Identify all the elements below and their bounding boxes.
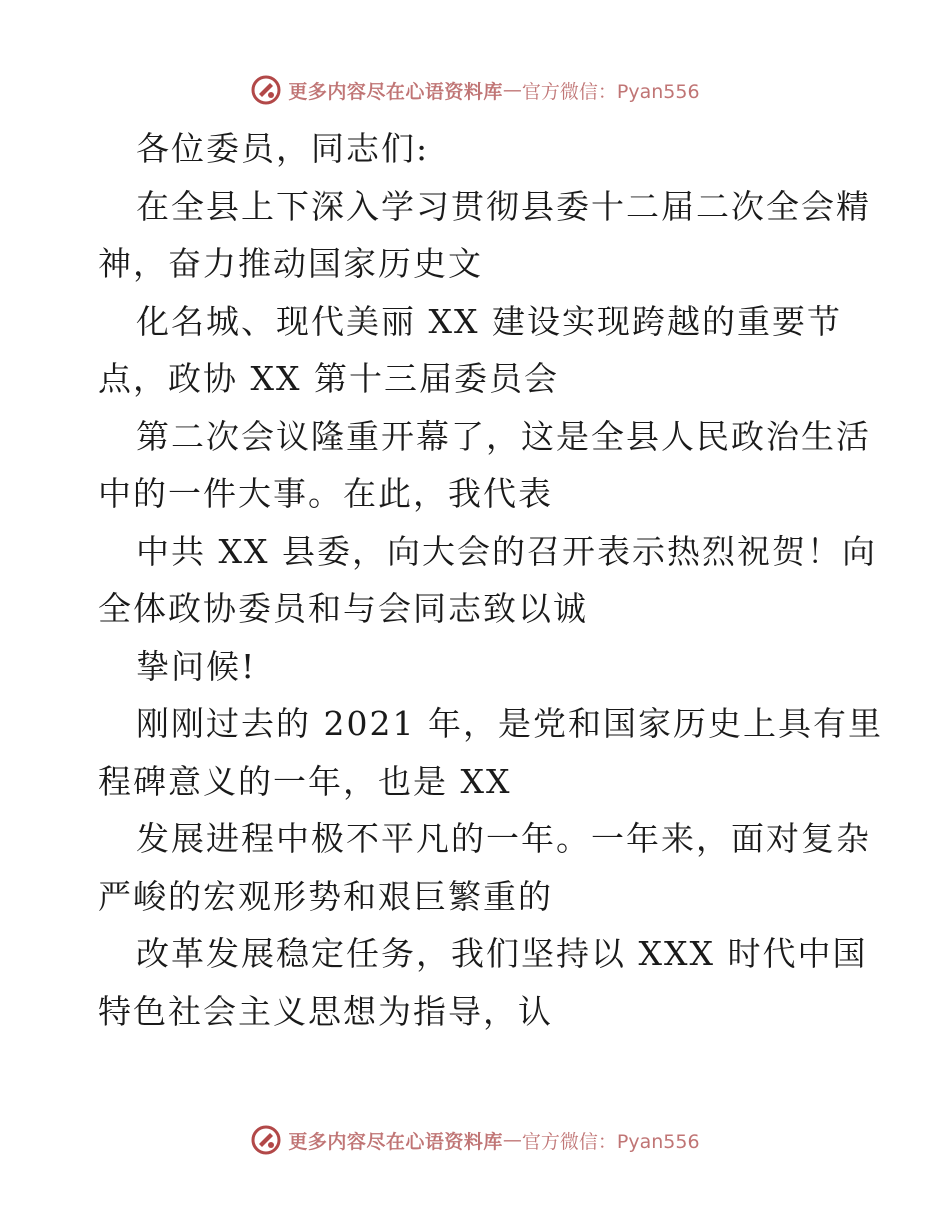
body-line: 刚刚过去的 2021 年，是党和国家历史上具有里 — [136, 704, 883, 743]
header-separator: — — [502, 79, 522, 101]
body-line: 严峻的宏观形势和艰巨繁重的 — [98, 876, 553, 916]
body-line: 第二次会议隆重开幕了，这是全县人民政治生活 — [136, 416, 871, 456]
body-line: 全体政协委员和与会同志致以诚 — [98, 589, 588, 628]
body-line: 在全县上下深入学习贯彻县委十二届二次全会精 — [136, 186, 871, 226]
document-body — [98, 120, 883, 1040]
body-line: 特色社会主义思想为指导，认 — [98, 991, 553, 1031]
body-line: 中共 XX 县委，向大会的召开表示热烈祝贺！向 — [136, 531, 877, 571]
logo-icon — [250, 74, 282, 106]
footer-wechat: 官方微信：Pyan556 — [521, 1130, 700, 1153]
header-wechat: 官方微信：Pyan556 — [521, 80, 700, 103]
body-line: 神，奋力推动国家历史文 — [98, 244, 483, 283]
body-line: 挚问候! — [136, 646, 257, 686]
body-line: 化名城、现代美丽 XX 建设实现跨越的重要节 — [136, 301, 842, 341]
body-line: 点，政协 XX 第十三届委员会 — [98, 359, 559, 398]
logo-icon — [250, 1124, 282, 1156]
footer-separator: — — [502, 1129, 522, 1151]
body-line: 中的一件大事。在此，我代表 — [98, 474, 553, 513]
header-brand: 更多内容尽在心语资料库 — [288, 80, 503, 103]
body-line: 各位委员，同志们: — [136, 129, 430, 168]
body-line: 发展进程中极不平凡的一年。一年来，面对复杂 — [136, 819, 871, 858]
footer-banner — [0, 1122, 950, 1158]
body-line: 改革发展稳定任务，我们坚持以 XXX 时代中国 — [136, 934, 868, 973]
header-banner — [0, 72, 950, 108]
body-line: 程碑意义的一年，也是 XX — [98, 761, 512, 801]
footer-brand: 更多内容尽在心语资料库 — [288, 1130, 503, 1153]
